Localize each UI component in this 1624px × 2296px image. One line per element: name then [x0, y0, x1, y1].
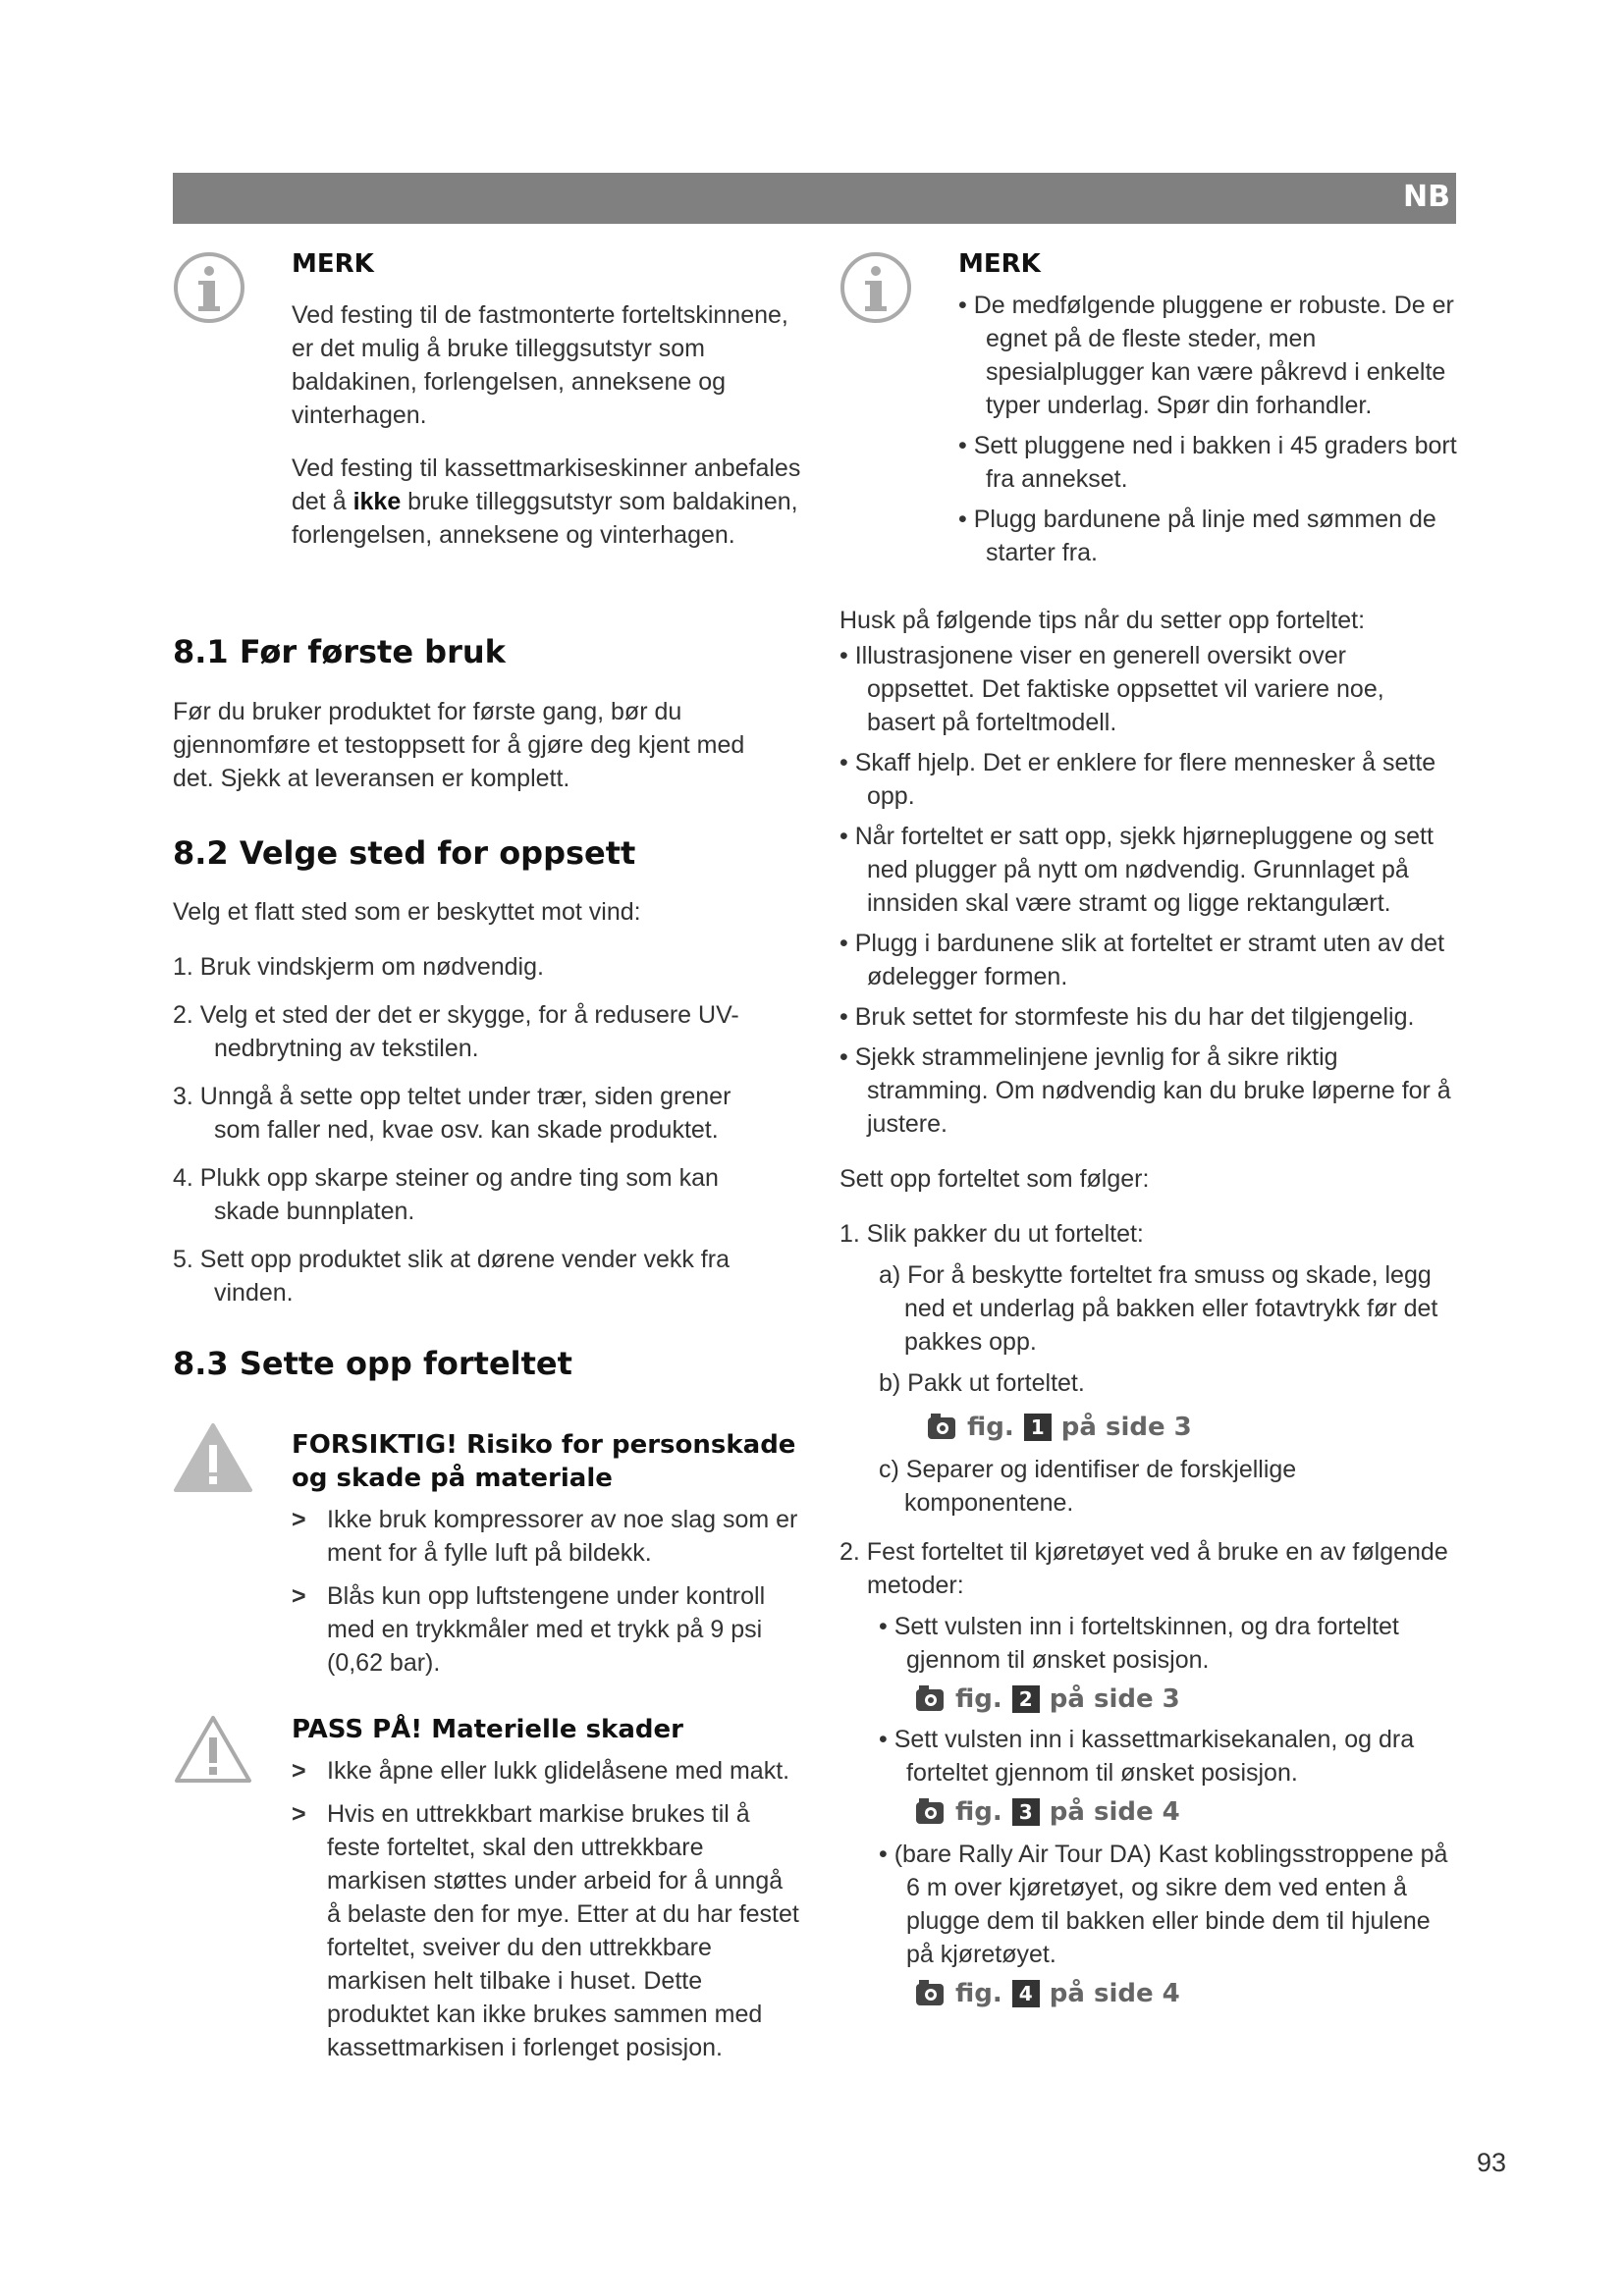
- list-item-text: Hvis en uttrekkbart markise brukes til å feste forteltet, skal den uttrekkbare markisen støttes under arbeid for å unngå å belaste den for mye. Etter at du har festet forteltet, sveiver du den uttrekkbare markisen helt tilbake i huset. Dette produktet kan ikke brukes sammen med kassettmarkisen i forlenget posisjon.: [327, 1800, 799, 2061]
- notice-title: MERK: [292, 249, 374, 279]
- arrow-icon: >: [292, 1582, 306, 1610]
- attach-methods-list: [879, 1610, 1458, 1677]
- section-heading-8-2: 8.2 Velge sted for oppsett: [173, 834, 636, 872]
- notice-text: Ved festing til de fastmonterte forteltskinnene, er det mulig å bruke tilleggsutstyr som baldakinen, forlengelsen, anneksene og vinterhagen.: [292, 301, 788, 429]
- list-item: • Plugg i bardunene slik at forteltet er stramt uten av det ødelegger formen.: [839, 930, 1445, 990]
- step-1b: b) Pakk ut forteltet.: [879, 1369, 1085, 1397]
- figure-number: 3: [1012, 1798, 1040, 1826]
- figure-page: på side 3: [1060, 1413, 1192, 1442]
- figure-number: 1: [1024, 1414, 1052, 1441]
- list-item: [292, 1579, 802, 1680]
- setup-intro: Sett opp forteltet som følger:: [839, 1165, 1150, 1193]
- camera-icon: [926, 1412, 957, 1443]
- caution-list: [292, 1503, 802, 1680]
- list-item: • Sett vulsten inn i forteltskinnen, og dra forteltet gjennom til ønsket posisjon.: [879, 1613, 1399, 1674]
- attach-methods-list-3: [879, 1838, 1458, 1971]
- step-1c: c) Separer og identifiser de forskjellige komponentene.: [879, 1456, 1297, 1517]
- list-item: • Bruk settet for stormfeste his du har det tilgjengelig.: [839, 1003, 1415, 1031]
- figure-number: 4: [1012, 1980, 1040, 2007]
- warning-filled-icon: [173, 1421, 253, 1494]
- list-item: [292, 1754, 802, 1788]
- figure-label: fig.: [967, 1413, 1014, 1442]
- notice-title: MERK: [958, 249, 1041, 279]
- arrow-icon: >: [292, 1757, 306, 1785]
- figure-ref-1[interactable]: [926, 1412, 1458, 1443]
- camera-icon: [914, 1796, 946, 1828]
- list-item: 3. Unngå å sette opp teltet under trær, siden grener som faller ned, kvae osv. kan skade produktet.: [173, 1083, 731, 1144]
- list-item: • Sett vulsten inn i kassettmarkisekanalen, og dra forteltet gjennom til ønsket posisjon.: [879, 1726, 1415, 1787]
- list-item-text: Blås kun opp luftstengene under kontroll med en trykkmåler med et trykk på 9 psi (0,62 bar).: [327, 1582, 766, 1677]
- figure-label: fig.: [955, 1684, 1002, 1714]
- step-1a: a) For å beskytte forteltet fra smuss og skade, legg ned et underlag på bakken eller fotavtrykk før det pakkes opp.: [879, 1261, 1438, 1356]
- list-item-text: Ikke bruk kompressorer av noe slag som er ment for å fylle luft på bildekk.: [327, 1506, 798, 1567]
- list-item: 2. Velg et sted der det er skygge, for å redusere UV-nedbrytning av tekstilen.: [173, 1001, 739, 1062]
- notice-text-2: [292, 452, 802, 552]
- figure-ref-4[interactable]: [914, 1978, 1458, 2009]
- camera-icon: [914, 1683, 946, 1715]
- list-item-text: Ikke åpne eller lukk glidelåsene med makt.: [327, 1757, 790, 1785]
- camera-icon: [914, 1978, 946, 2009]
- merk-note-left: [292, 249, 802, 552]
- page-number: 93: [1476, 2148, 1506, 2177]
- tips-intro: Husk på følgende tips når du setter opp forteltet:: [839, 607, 1366, 634]
- list-item: • Når forteltet er satt opp, sjekk hjørnepluggene og sett ned plugger på nytt om nødvendig. Grunnlaget på innsiden skal være stramt og ligge rektangulært.: [839, 823, 1434, 917]
- list-item: 4. Plukk opp skarpe steiner og andre ting som kan skade bunnplaten.: [173, 1164, 719, 1225]
- list-item: • (bare Rally Air Tour DA) Kast koblingsstroppene på 6 m over kjøretøyet, og sikre dem ved enten å plugge dem til bakken eller binde dem til hjulene på kjøretøyet.: [879, 1841, 1448, 1968]
- section-heading-8-1: 8.1 Før første bruk: [173, 633, 506, 670]
- text-part: Ved festing til kassettmarkiseskinner anbefales det å: [292, 454, 801, 515]
- list-item: • Plugg bardunene på linje med sømmen de starter fra.: [958, 506, 1436, 566]
- figure-page: på side 4: [1049, 1979, 1180, 2008]
- warning-outline-icon: [173, 1712, 253, 1785]
- list-item: • Skaff hjelp. Det er enklere for flere mennesker å sette opp.: [839, 749, 1436, 810]
- list-item: 5. Sett opp produktet slik at dørene vender vekk fra vinden.: [173, 1246, 730, 1307]
- list-item: • Sjekk strammelinjene jevnlig for å sikre riktig stramming. Om nødvendig kan du bruke løperne for å justere.: [839, 1043, 1451, 1138]
- attach-methods-list-2: [879, 1723, 1458, 1789]
- step-2: 2. Fest forteltet til kjøretøyet ved å bruke en av følgende metoder:: [839, 1538, 1448, 1599]
- list-item: [292, 1503, 802, 1570]
- merk-note-right: [958, 249, 1459, 576]
- step-1: 1. Slik pakker du ut forteltet:: [839, 1220, 1144, 1248]
- figure-number: 2: [1012, 1685, 1040, 1713]
- location-list: [173, 950, 762, 1324]
- list-item: • Sett pluggene ned i bakken i 45 graders bort fra annekset.: [958, 432, 1457, 493]
- figure-page: på side 4: [1049, 1797, 1180, 1827]
- list-item: • Illustrasjonene viser en generell oversikt over oppsettet. Det faktiske oppsettet vil variere noe, basert på forteltmodell.: [839, 642, 1384, 736]
- arrow-icon: >: [292, 1800, 306, 1828]
- tips-list: [839, 639, 1458, 1141]
- list-item: • De medfølgende pluggene er robuste. De er egnet på de fleste steder, men spesialplugger kan være påkrevd i enkelte typer underlag. Spør din forhandler.: [958, 292, 1454, 419]
- text-part: bruke tilleggsutstyr som baldakinen, forlengelsen, anneksene og vinterhagen.: [292, 488, 798, 549]
- list-item: [292, 1797, 802, 2064]
- figure-page: på side 3: [1049, 1684, 1180, 1714]
- language-header-bar: [173, 173, 1456, 224]
- figure-ref-3[interactable]: [914, 1796, 1458, 1828]
- notice-block: [292, 1713, 802, 2074]
- info-icon: [839, 251, 912, 324]
- emphasis: ikke: [352, 488, 402, 515]
- figure-label: fig.: [955, 1979, 1002, 2008]
- caution-block: [292, 1428, 802, 1689]
- arrow-icon: >: [292, 1506, 306, 1533]
- figure-ref-2[interactable]: [914, 1683, 1458, 1715]
- notice-list: [292, 1754, 802, 2064]
- caution-title: FORSIKTIG! Risiko for personskade og skade på materiale: [292, 1430, 796, 1493]
- section-heading-8-3: 8.3 Sette opp forteltet: [173, 1345, 572, 1382]
- merk-bullets: [958, 289, 1459, 569]
- section-text-8-1: Før du bruker produktet for første gang, bør du gjennomføre et testoppsett for å gjøre deg kjent med det. Sjekk at leveransen er komplett.: [173, 698, 745, 792]
- section-intro-8-2: Velg et flatt sted som er beskyttet mot vind:: [173, 898, 641, 926]
- language-code: NB: [1403, 180, 1450, 214]
- setup-tips: [839, 604, 1458, 2009]
- figure-label: fig.: [955, 1797, 1002, 1827]
- list-item: 1. Bruk vindskjerm om nødvendig.: [173, 953, 544, 981]
- info-icon: [173, 251, 245, 324]
- notice-block-title: PASS PÅ! Materielle skader: [292, 1715, 683, 1744]
